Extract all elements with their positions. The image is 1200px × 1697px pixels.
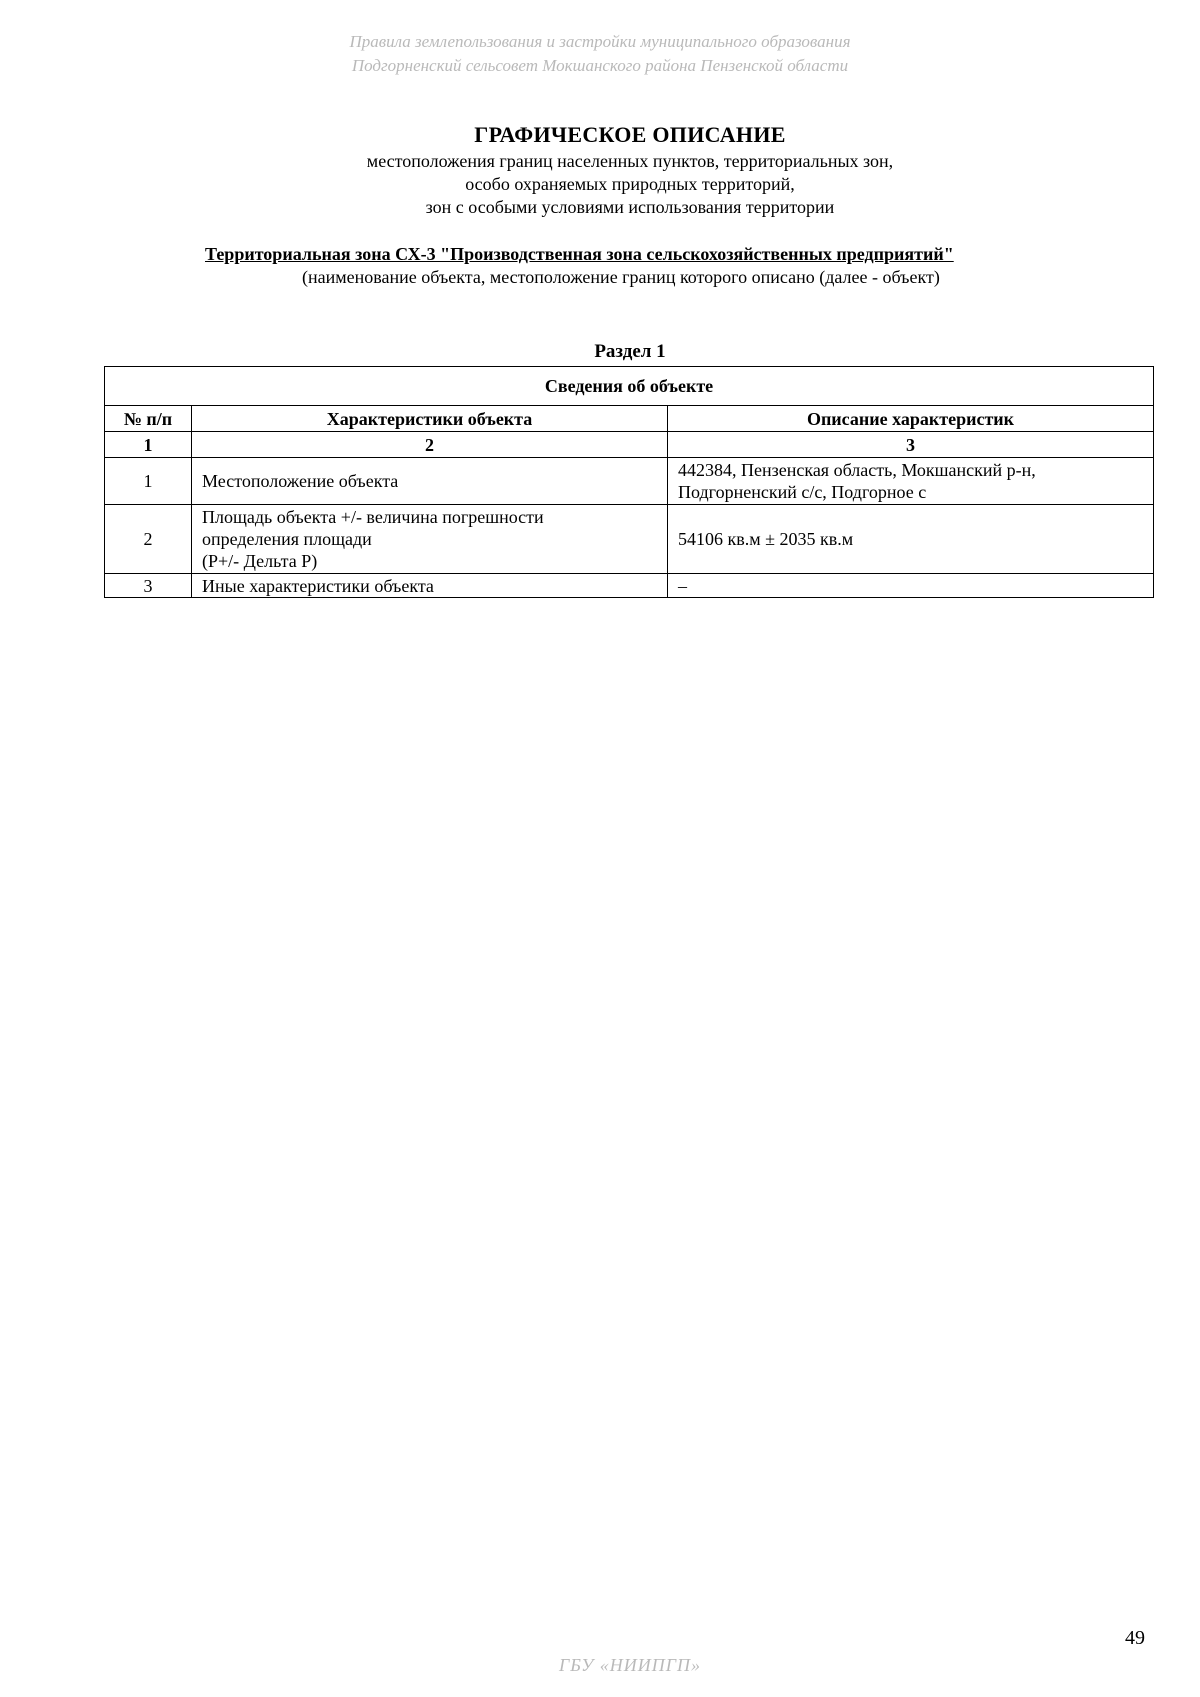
row-description-line-1: 442384, Пензенская область, Мокшанский р-н, <box>678 460 1036 480</box>
object-info-table <box>104 366 1154 598</box>
column-header-characteristic: Характеристики объекта <box>192 406 668 432</box>
row-number: 3 <box>105 574 192 598</box>
subtitle-line-3: зон с особыми условиями использования территории <box>425 197 835 217</box>
column-header-description: Описание характеристик <box>668 406 1154 432</box>
running-header-line-2: Подгорненский сельсовет Мокшанского района Пензенской области <box>351 56 849 75</box>
row-number: 2 <box>105 505 192 574</box>
table-header-row <box>105 406 1154 432</box>
row-description-line-2: Подгорненский с/с, Подгорное с <box>678 482 927 502</box>
table-caption: Сведения об объекте <box>105 367 1154 406</box>
row-characteristic <box>192 505 668 574</box>
table-row <box>105 458 1154 505</box>
running-header-line-1: Правила землепользования и застройки муниципального образования <box>349 32 851 51</box>
row-description <box>668 458 1154 505</box>
page-number: 49 <box>1125 1627 1145 1649</box>
row-characteristic: Иные характеристики объекта <box>192 574 668 598</box>
subtitle-line-1: местоположения границ населенных пунктов, территориальных зон, <box>366 151 894 171</box>
object-name-caption: (наименование объекта, местоположение границ которого описано (далее - объект) <box>302 267 940 287</box>
row-number: 1 <box>105 458 192 505</box>
column-number-2: 2 <box>192 432 668 458</box>
row-description: 54106 кв.м ± 2035 кв.м <box>668 505 1154 574</box>
row-characteristic-line-3: (P+/- Дельта P) <box>202 551 318 571</box>
document-title: ГРАФИЧЕСКОЕ ОПИСАНИЕ <box>474 122 786 147</box>
running-footer: ГБУ «НИИПГП» <box>559 1655 701 1675</box>
row-description: – <box>668 574 1154 598</box>
table-column-number-row <box>105 432 1154 458</box>
table-caption-row <box>105 367 1154 406</box>
table-row <box>105 505 1154 574</box>
row-characteristic-line-1: Площадь объекта +/- величина погрешности <box>202 507 544 527</box>
column-number-1: 1 <box>105 432 192 458</box>
table-row <box>105 574 1154 598</box>
subtitle-line-2: особо охраняемых природных территорий, <box>465 174 795 194</box>
object-name: Территориальная зона СХ-3 "Производственная зона сельскохозяйственных предприятий" <box>205 244 954 264</box>
section-title: Раздел 1 <box>594 341 666 362</box>
row-characteristic-line-2: определения площади <box>202 529 372 549</box>
column-number-3: 3 <box>668 432 1154 458</box>
row-characteristic: Местоположение объекта <box>192 458 668 505</box>
column-header-number: № п/п <box>105 406 192 432</box>
